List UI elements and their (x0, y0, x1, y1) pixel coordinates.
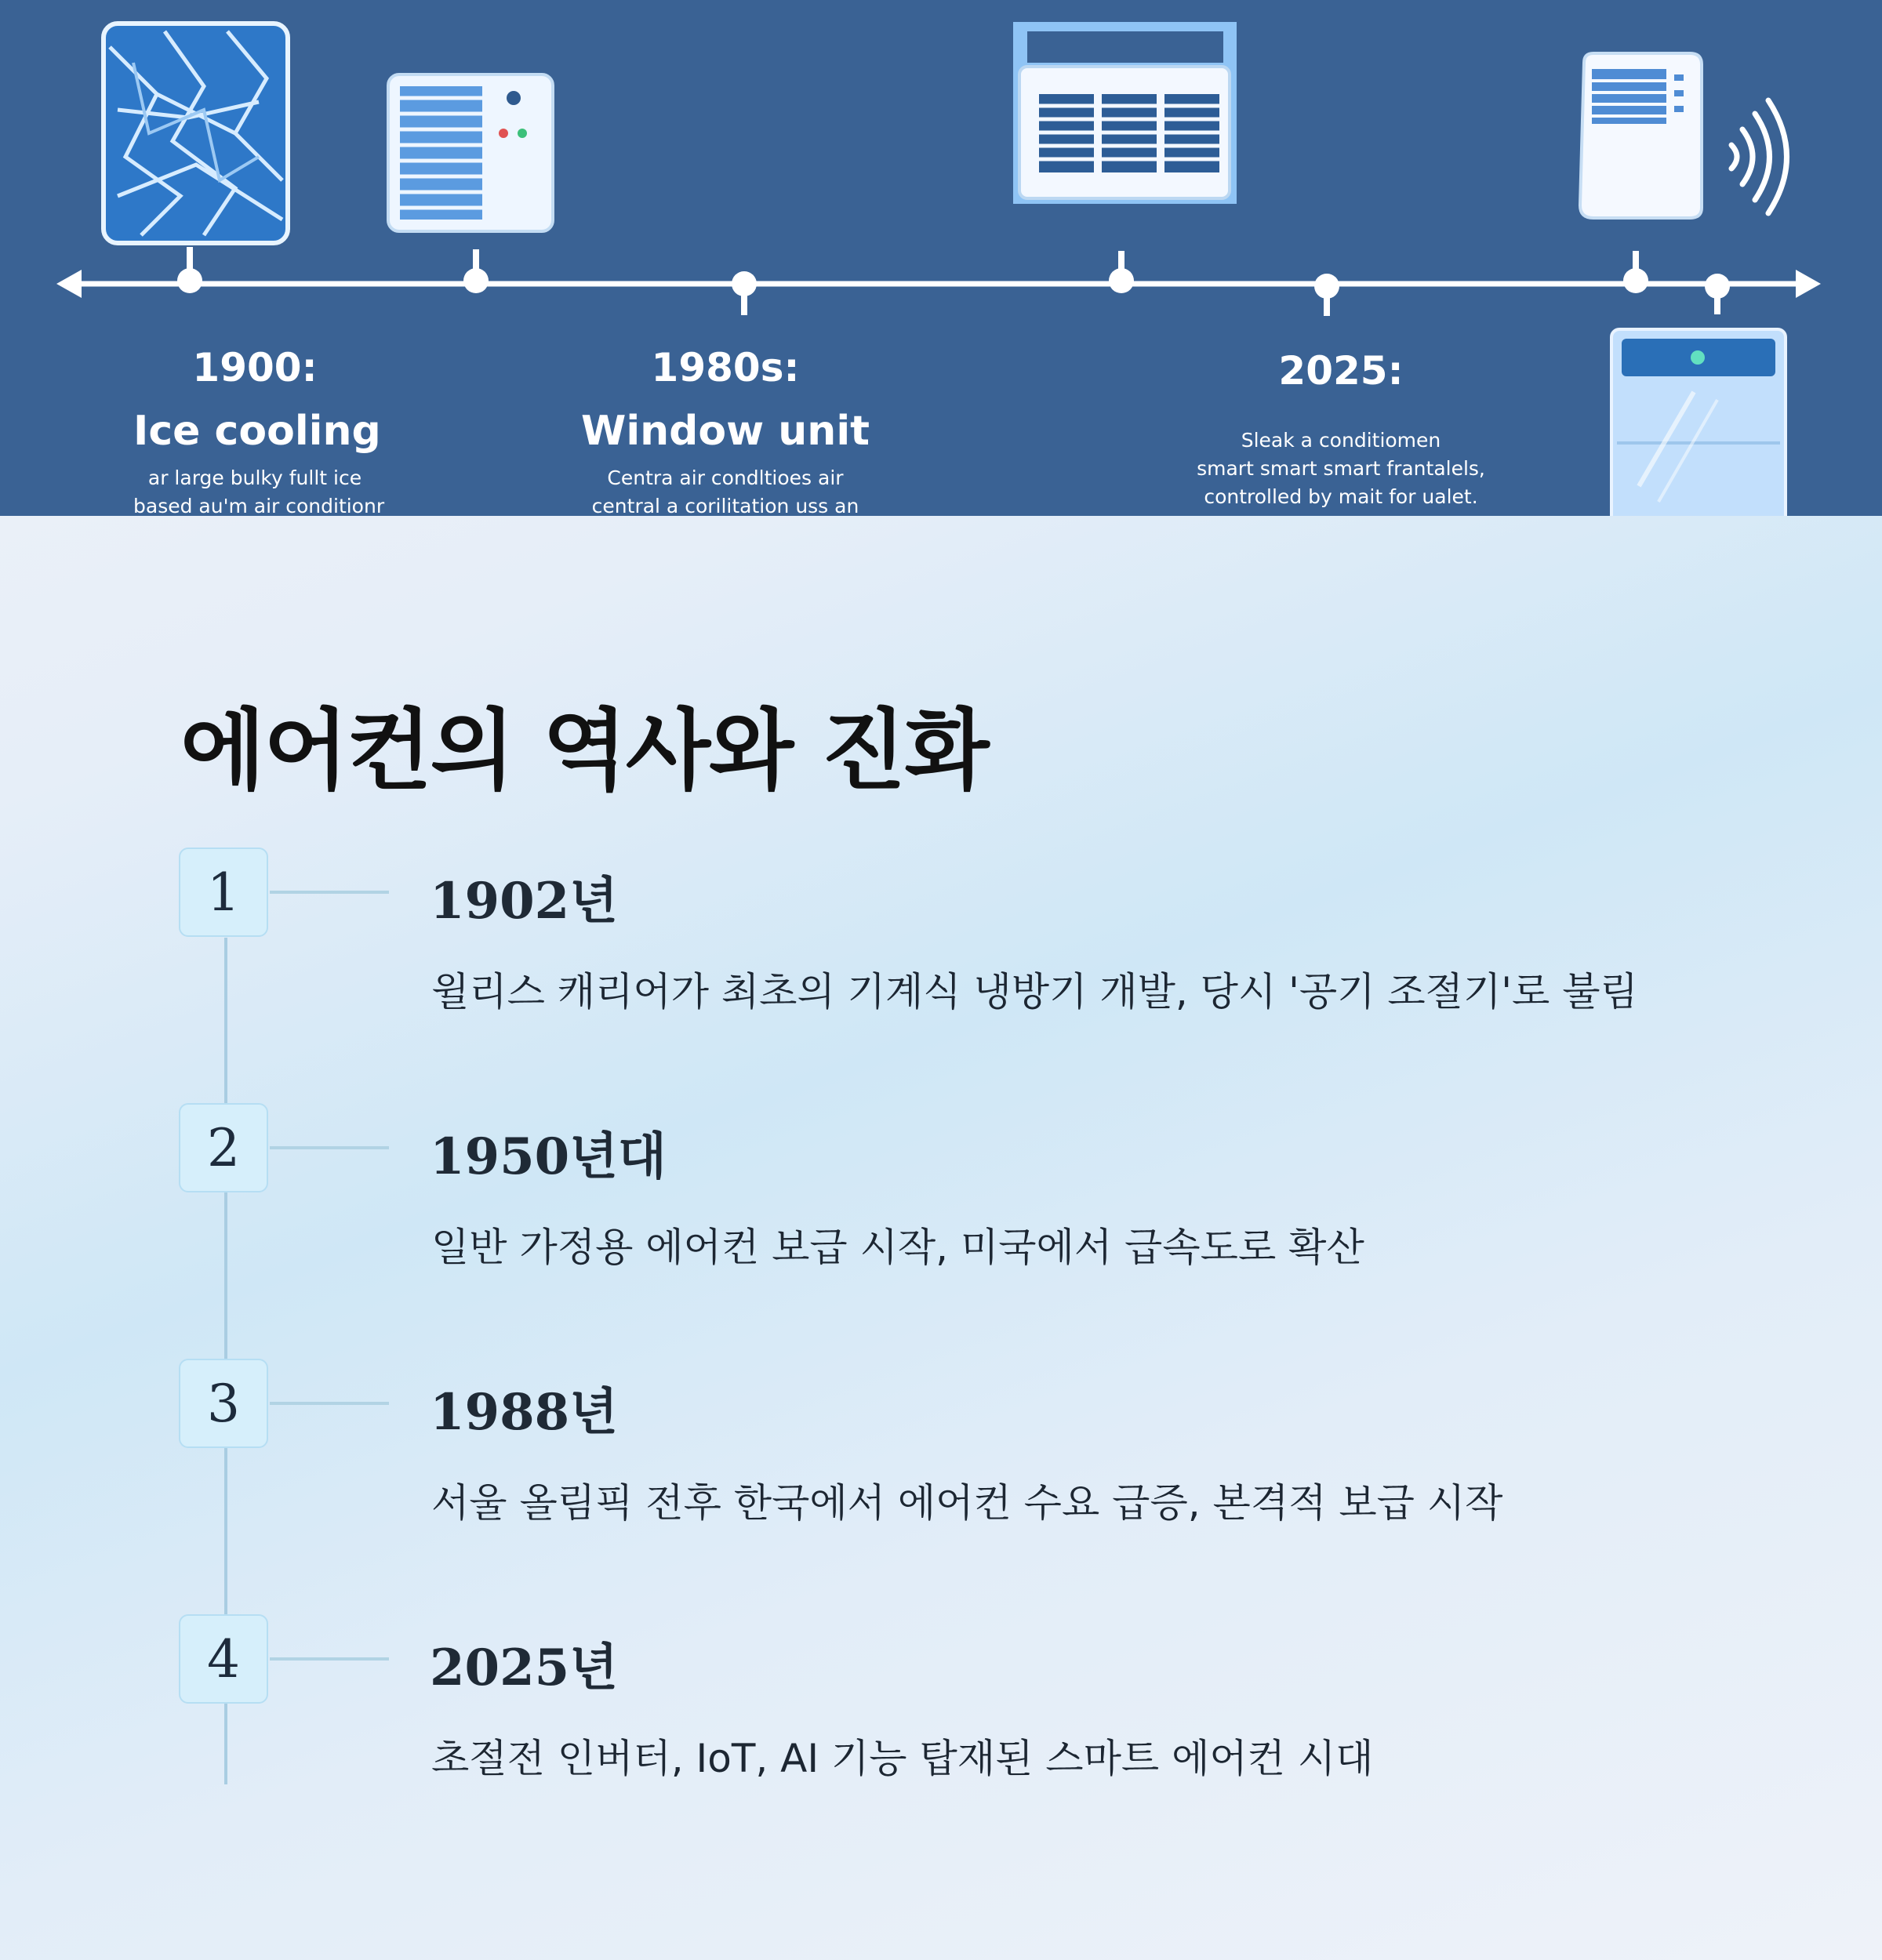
hero-year: 1980s: (651, 345, 800, 390)
step-year: 1950년대 (430, 1127, 667, 1186)
portable-ac-unit-icon (1580, 53, 1702, 218)
page-title: 에어컨의 역사와 진화 (180, 700, 988, 802)
wireless-signal-icon (1731, 100, 1787, 213)
timeline-axis (56, 247, 1821, 316)
ice-block-icon (104, 24, 288, 243)
hero-desc-line: Sleak a conditiomen (1241, 429, 1441, 452)
hero-desc-line: ar large bulky fullt ice (147, 466, 362, 489)
step-number-badge: 1 (179, 848, 268, 937)
hero-desc-line: smart smart smart frantalels, (1197, 457, 1485, 480)
step-year: 1902년 (430, 872, 618, 931)
step-number-badge: 2 (179, 1103, 268, 1192)
hero-desc-line: based au'm air conditionr (133, 495, 385, 516)
step-connector (270, 1657, 389, 1661)
hero-desc-line: Centra air condltioes air (607, 466, 844, 489)
step-connector (270, 891, 389, 894)
hero-desc-line: controlled by mait for ualet. (1204, 485, 1478, 508)
hero-label-2025 (1184, 348, 1498, 511)
step-description: 윌리스 캐리어가 최초의 기계식 냉방기 개발, 당시 '공기 조절기'로 불림 (431, 969, 1638, 1014)
step-year: 2025년 (430, 1639, 618, 1697)
hero-label-1980s (580, 345, 870, 516)
hero-timeline-illustration (0, 0, 1882, 516)
smart-ac-unit-icon (1611, 329, 1786, 516)
step-number-badge: 3 (179, 1359, 268, 1448)
window-ac-unit-icon (1013, 22, 1237, 204)
step-number-badge: 4 (179, 1614, 268, 1704)
step-connector (270, 1402, 389, 1405)
hero-name: Ice cooling (133, 408, 381, 455)
hero-year: 2025: (1278, 348, 1404, 394)
hero-label-1900 (133, 345, 385, 516)
step-year: 1988년 (430, 1383, 618, 1442)
step-description: 초절전 인버터, IoT, AI 기능 탑재된 스마트 에어컨 시대 (431, 1736, 1374, 1781)
outdoor-ac-unit-icon (388, 74, 553, 231)
hero-name: Window unit (580, 408, 870, 455)
step-description: 서울 올림픽 전후 한국에서 에어컨 수요 급증, 본격적 보급 시작 (431, 1480, 1503, 1526)
step-connector (270, 1146, 389, 1149)
hero-desc-line: central a corilitation uss an (591, 495, 859, 516)
hero-year: 1900: (192, 345, 318, 390)
step-description: 일반 가정용 에어컨 보급 시작, 미국에서 급속도로 확산 (431, 1225, 1364, 1270)
